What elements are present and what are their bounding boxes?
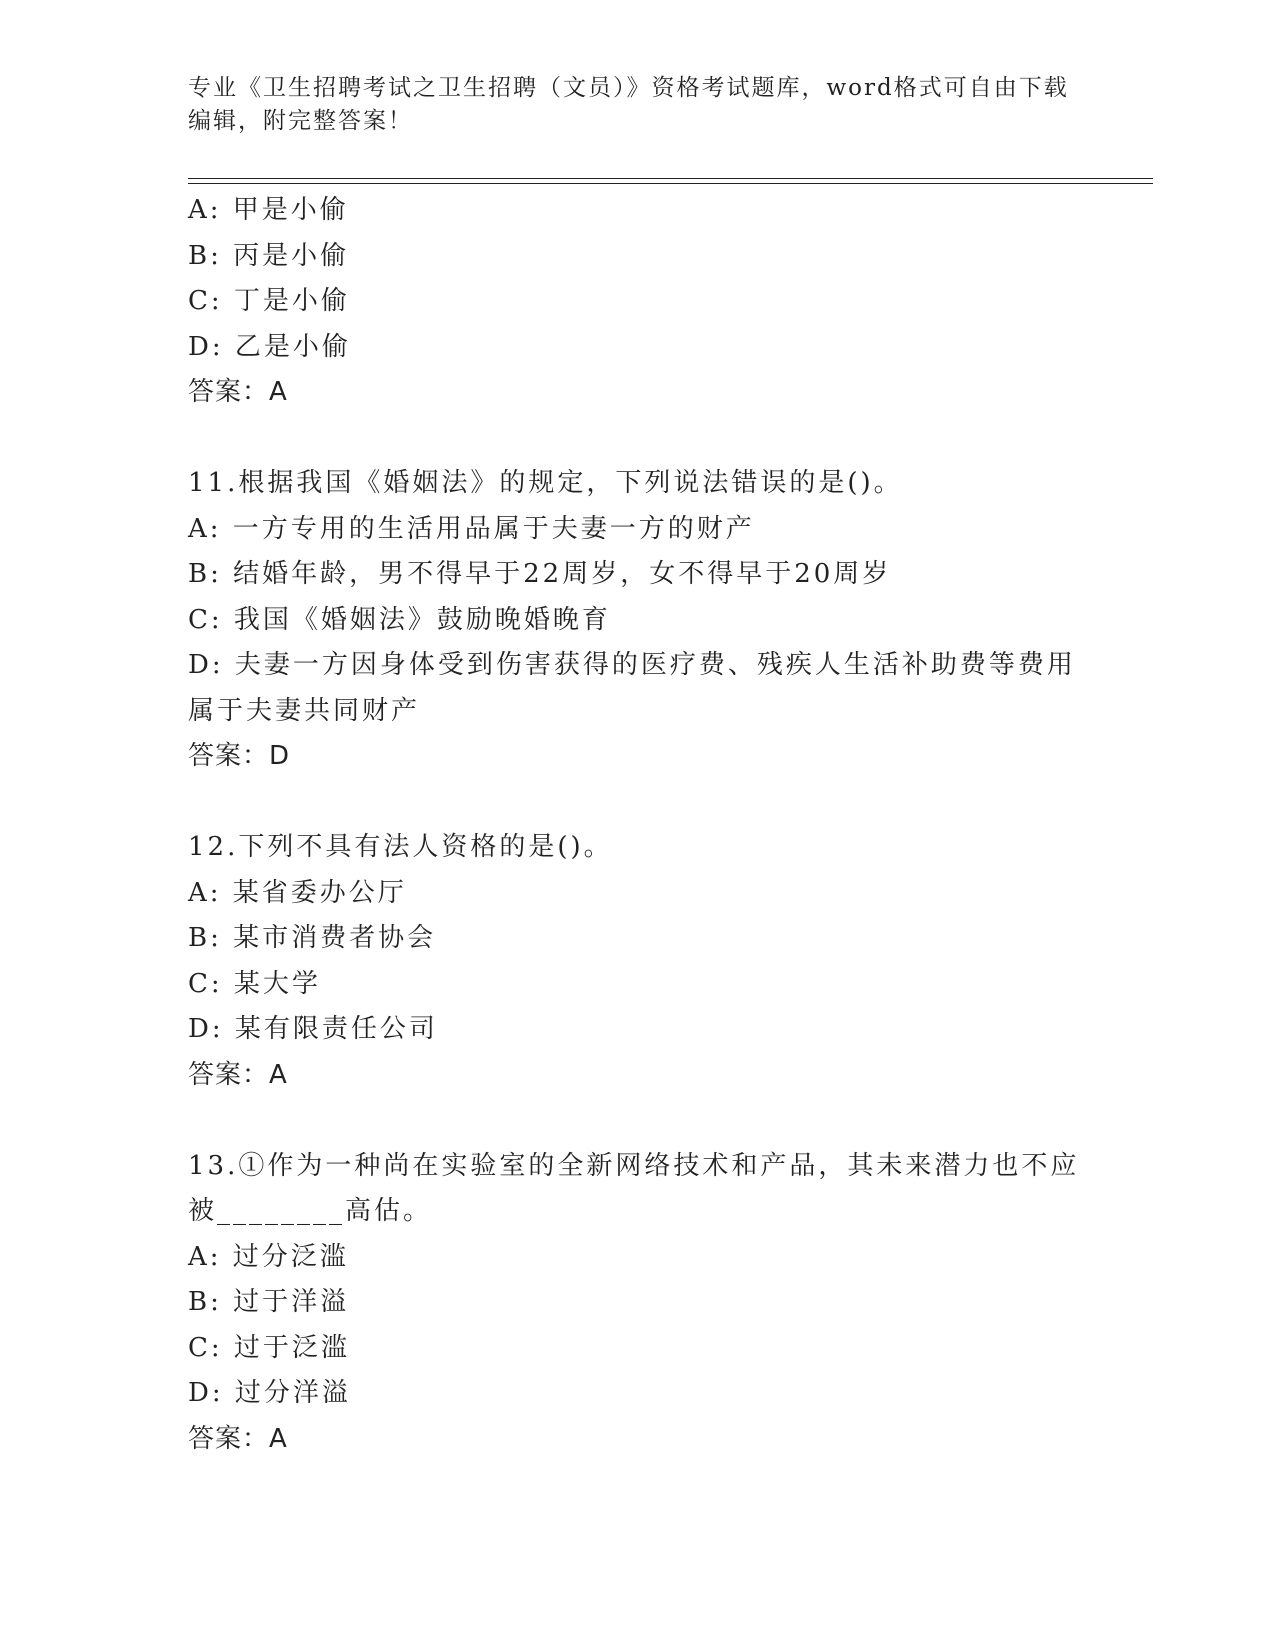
answer: 答案：A xyxy=(188,1059,288,1090)
header-divider-thin xyxy=(188,183,1153,184)
question-13 xyxy=(188,1144,1093,1463)
header-text: 专业《卫生招聘考试之卫生招聘（文员）》资格考试题库，word格式可自由下载编辑，附完整答案！ xyxy=(188,75,1069,134)
question-stem: 12.下列不具有法人资格的是()。 xyxy=(188,832,613,862)
answer: 答案：A xyxy=(188,1423,288,1454)
answer: 答案：D xyxy=(188,741,291,771)
option-c: C: 某大学 xyxy=(188,968,321,999)
question-stem: 11.根据我国《婚姻法》的规定，下列说法错误的是()。 xyxy=(188,468,903,498)
option-b: B: 丙是小偷 xyxy=(188,240,350,271)
document-header xyxy=(188,72,1088,138)
option-d: D: 夫妻一方因身体受到伤害获得的医疗费、残疾人生活补助费等费用属于夫妻共同财产 xyxy=(188,650,1076,726)
option-a: A: 某省委办公厅 xyxy=(188,877,407,908)
option-d: D: 过分洋溢 xyxy=(188,1378,351,1408)
question-stem: 13.①作为一种尚在实验室的全新网络技术和产品，其未来潜力也不应被________高估。 xyxy=(188,1150,1080,1226)
option-c: C: 丁是小偷 xyxy=(188,286,350,316)
option-b: B: 某市消费者协会 xyxy=(188,923,437,953)
option-a: A: 甲是小偷 xyxy=(188,195,349,225)
answer: 答案：A xyxy=(188,377,288,407)
option-b: B: 过于洋溢 xyxy=(188,1287,350,1317)
option-a: A: 一方专用的生活用品属于夫妻一方的财产 xyxy=(188,513,755,544)
option-c: C: 过于泛滥 xyxy=(188,1332,350,1363)
question-11 xyxy=(188,461,1093,780)
question-list xyxy=(188,188,1093,1462)
option-d: D: 某有限责任公司 xyxy=(188,1014,438,1044)
header-divider-thick xyxy=(188,178,1153,179)
option-d: D: 乙是小偷 xyxy=(188,331,351,362)
option-c: C: 我国《婚姻法》鼓励晚婚晚育 xyxy=(188,604,611,635)
option-b: B: 结婚年龄，男不得早于22周岁，女不得早于20周岁 xyxy=(188,559,892,589)
question-12 xyxy=(188,825,1093,1098)
question-10-fragment xyxy=(188,188,1093,416)
option-a: A: 过分泛滥 xyxy=(188,1241,349,1272)
